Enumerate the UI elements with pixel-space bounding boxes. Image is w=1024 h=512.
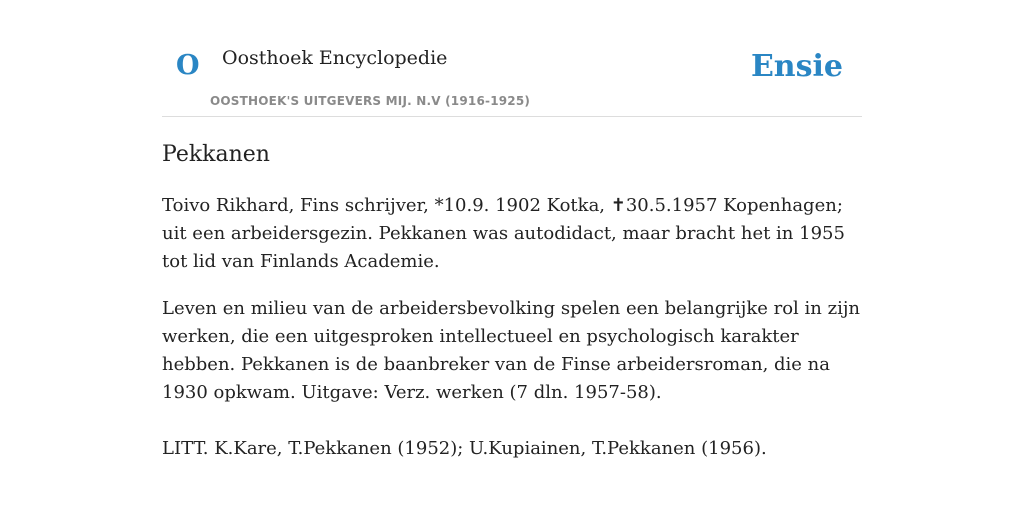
brand-logo[interactable]: Ensie bbox=[750, 49, 843, 84]
article-paragraph: Toivo Rikhard, Fins schrijver, *10.9. 1902 Kotka, ✝30.5.1957 Kopenhagen; uit een arbeidersgezin. Pekkanen was autodidact, maar bracht het in 1955 tot lid van Finlands Academie. bbox=[162, 195, 845, 272]
literature-references: LITT. K.Kare, T.Pekkanen (1952); U.Kupiainen, T.Pekkanen (1956). bbox=[162, 438, 767, 459]
site-logo[interactable]: O bbox=[176, 50, 200, 81]
page bbox=[162, 0, 862, 512]
site-subtitle: OOSTHOEK'S UITGEVERS MIJ. N.V (1916-1925) bbox=[210, 94, 531, 108]
site-title[interactable]: Oosthoek Encyclopedie bbox=[222, 47, 448, 69]
site-header bbox=[162, 0, 862, 117]
entry-title: Pekkanen bbox=[162, 142, 270, 167]
article-paragraph: Leven en milieu van de arbeidersbevolking spelen een belangrijke rol in zijn werken, die een uitgesproken intellectueel en psychologisch karakter hebben. Pekkanen is de baanbreker van de Finse arbeidersroman, die na 1930 opkwam. Uitgave: Verz. werken (7 dln. 1957-58). bbox=[162, 298, 861, 403]
